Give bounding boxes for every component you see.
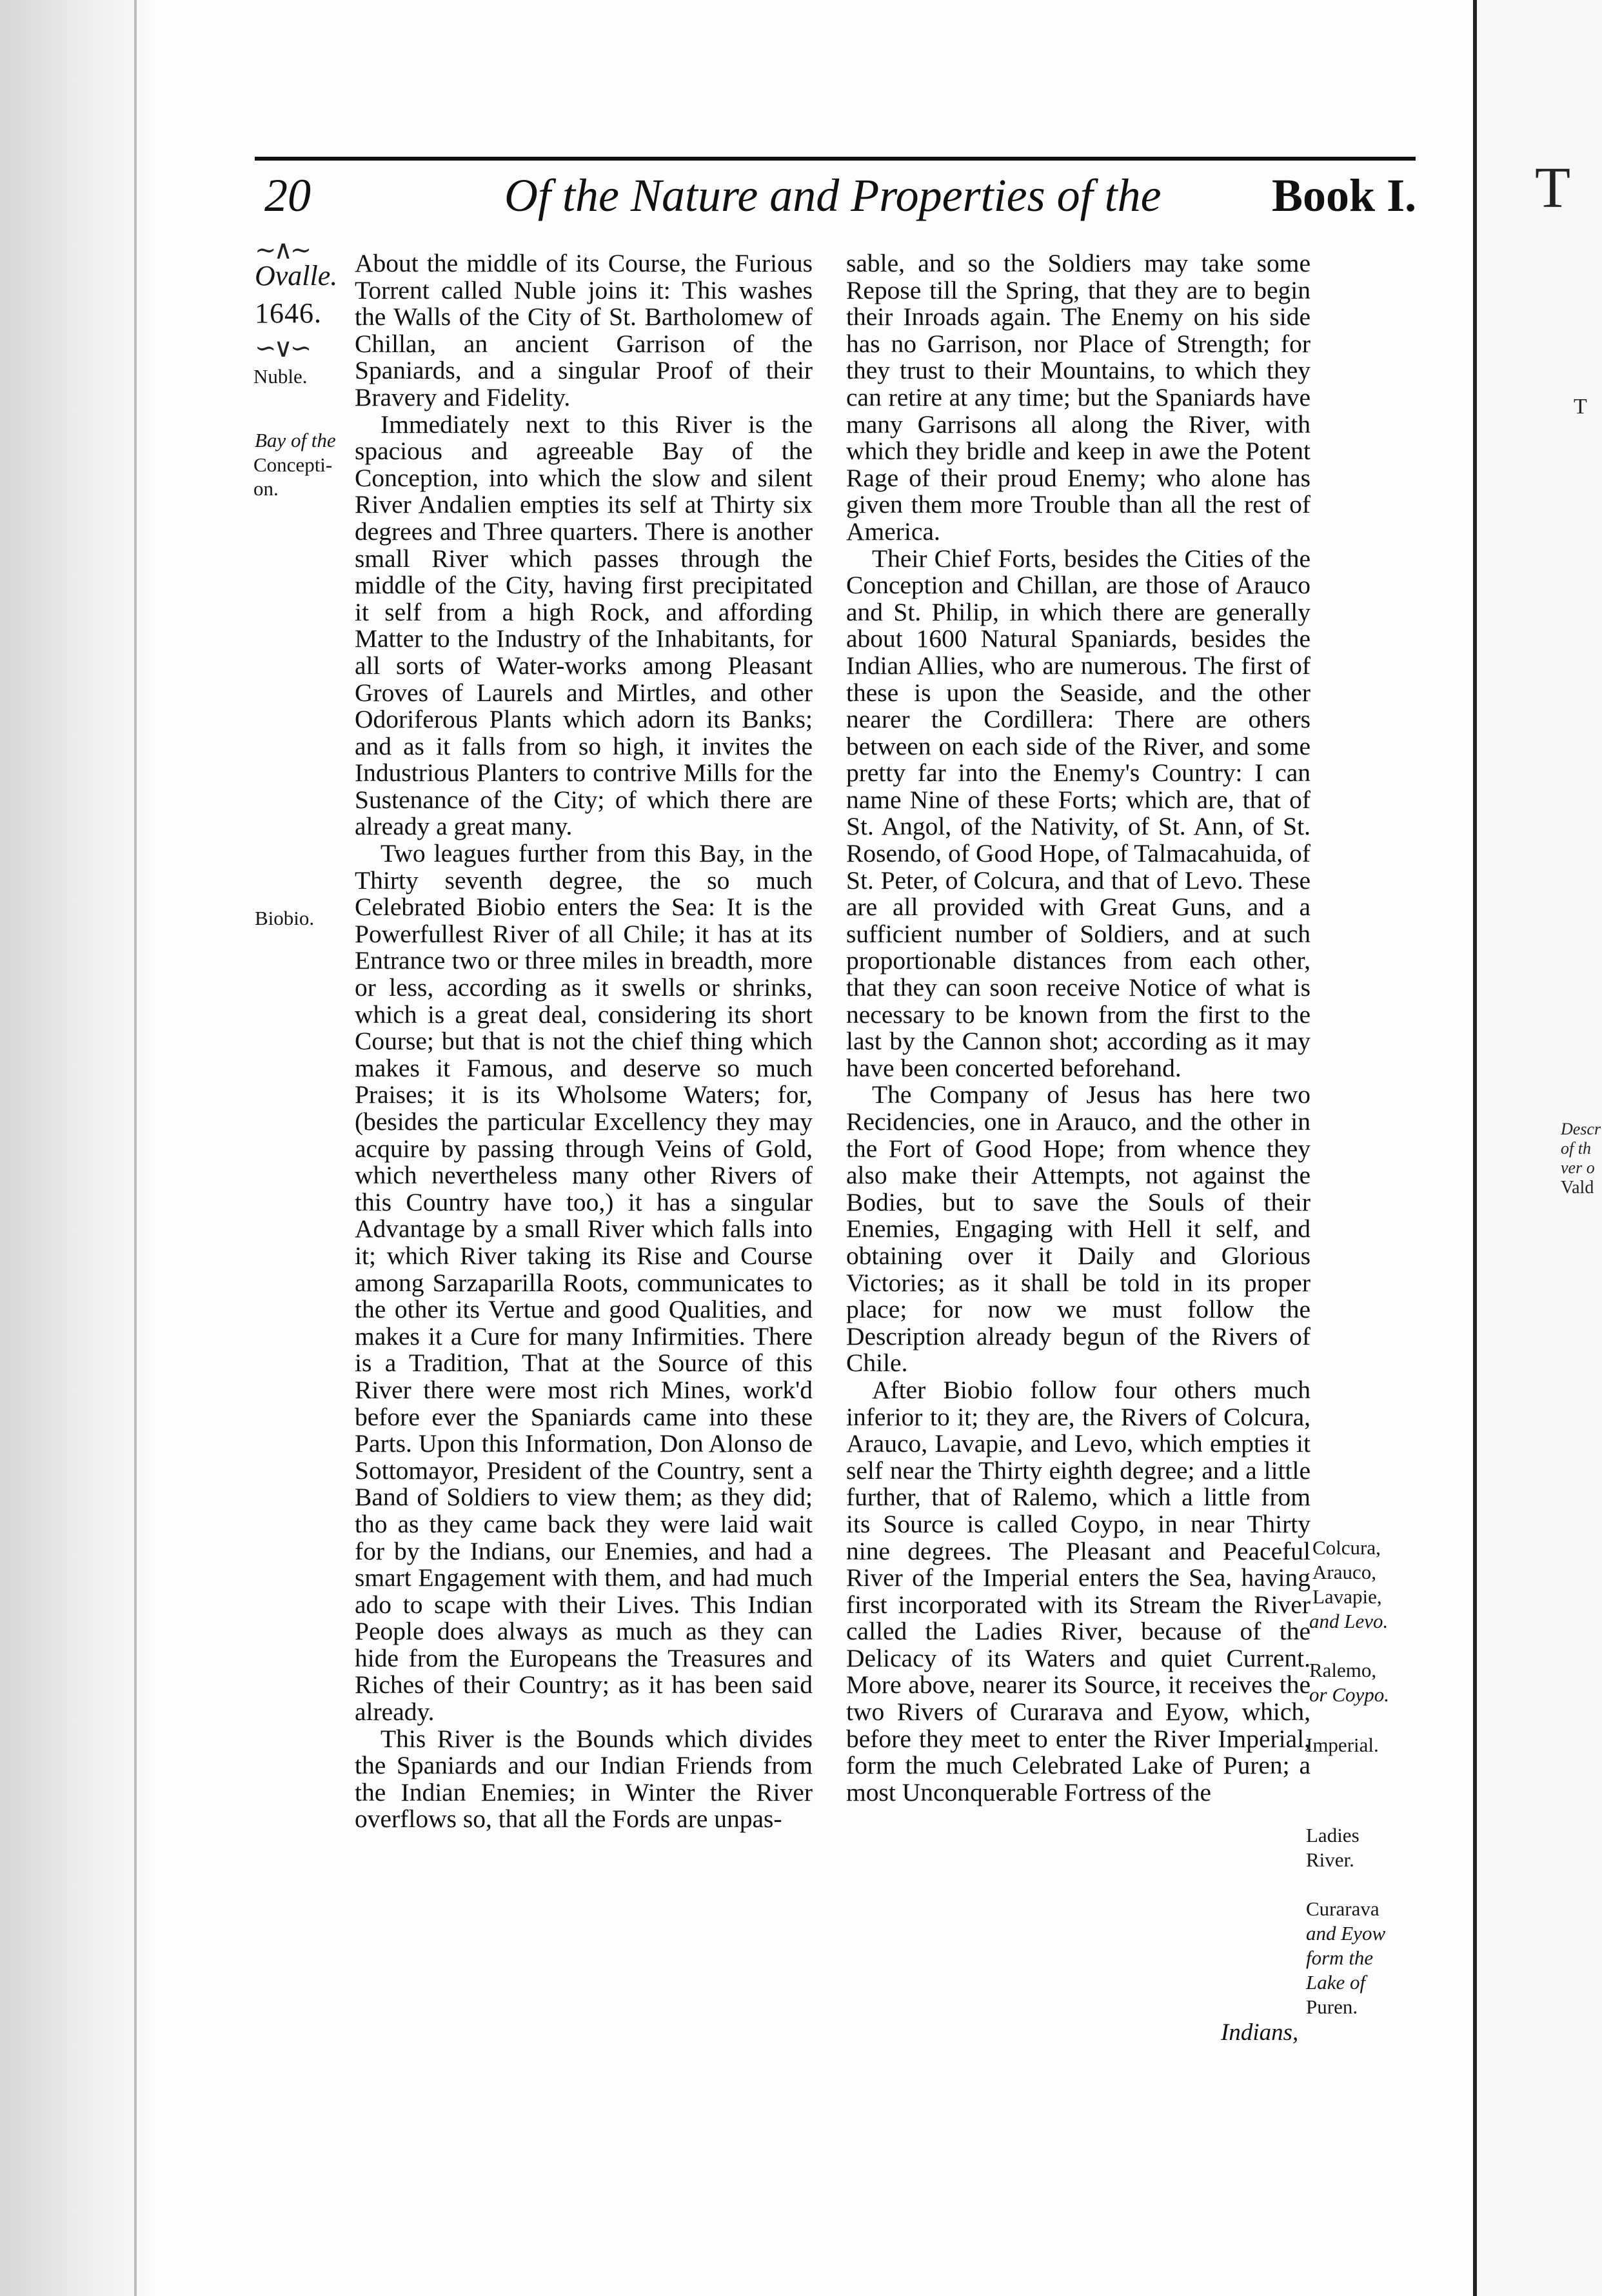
paragraph: sable, and so the Soldiers may take some Repose till the Spring, that they are to begin their Inroads again. The Enemy on his side has no Garrison, nor Place of Strength; for they trust to their Mountains, to which they can retire at any time; but the Spaniards have many Garrisons all along the River, with which they bridle and keep in awe the Potent Rage of their proud Enemy; who alone has given them more Trouble than all the rest of America. <box>846 249 1310 546</box>
catchword: Indians, <box>1221 2019 1299 2046</box>
text-column-right <box>846 250 1310 1806</box>
margin-year: 1646. <box>255 297 322 329</box>
paragraph: Two leagues further from this Bay, in the Thirty seventh degree, the so much Celebrated Biobio enters the Sea: It is the Powerfullest River of all Chile; it has at its Entrance two or three miles in breadth, more or less, according as it swells or shrinks, which is a great deal, considering its short Course; but that is not the chief thing which makes it Famous, and deserve so much Praises; it is its Wholsome Waters; for, (besides the particular Excellency they may acquire by passing through Veins of Gold, which nevertheless many other Rivers of this Country have too,) it has a singular Advantage by a small River which falls into it; which River taking its Rise and Course among Sarzaparilla Roots, communicates to the other its Vertue and good Qualities, and makes it a Cure for many Infirmities. There is a Tradition, That at the Source of this River there were most rich Mines, work'd before ever the Spaniards came into these Parts. Upon this Information, Don Alonso de Sottomayor, President of the Country, sent a Band of Soldiers to view them; as they did; tho as they came back they were laid wait for by the Indians, our Enemies, and had a smart Engagement with them, and had much ado to scape with their Lives. This Indian People does always as much as they can hide from the Europeans the Treasures and Riches of their Country; as it has been said already. <box>355 839 813 1727</box>
facing-fragment: of th <box>1561 1139 1591 1158</box>
page-number: 20 <box>264 170 311 221</box>
paragraph: After Biobio follow four others much inferior to it; they are, the Rivers of Colcura, Arauco, Lavapie, and Levo, which empties it self near the Thirty eighth degree; and a little further, that of Ralemo, which a little from its Source is called Coypo, in near Thirty nine degrees. The Pleasant and Peaceful River of the Imperial enters the Sea, having first incorporated with its Stream the River called the Ladies River, because of the Delicacy of its Waters and quiet Current. More above, nearer its Source, it receives the two Rivers of Curarava and Eyow, which, before they meet to enter the River Imperial, form the much Celebrated Lake of Puren; a most Unconquerable Fortress of the <box>846 1375 1310 1806</box>
facing-fragment: T <box>1535 156 1570 220</box>
margin-bay-3: on. <box>253 477 279 500</box>
margin-ralemo: Ralemo, <box>1309 1659 1377 1681</box>
facing-fragment: T <box>1574 395 1587 419</box>
paragraph: The Company of Jesus has here two Recidencies, one in Arauco, and the other in the Fort of Good Hope; from whence they also make their Attempts, not against the Bodies, but to save the Souls of their Enemies, Engaging with Hell it self, and obtaining over it Daily and Glorious Victories; as it shall be told in its proper place; for now we must follow the Description already begun of the Rivers of Chile. <box>846 1080 1310 1378</box>
margin-form-the: form the <box>1306 1946 1374 1969</box>
margin-river: River. <box>1306 1848 1354 1871</box>
ornament-top: ∼∧∼ <box>255 235 310 264</box>
margin-colcura: Colcura, <box>1312 1536 1381 1559</box>
binding-gutter <box>0 0 161 2296</box>
margin-biobio: Biobio. <box>255 907 315 929</box>
margin-arauco: Arauco, <box>1312 1561 1376 1583</box>
facing-page-edge <box>1473 0 1602 2296</box>
facing-fragment: Vald <box>1561 1178 1594 1198</box>
running-title: Of the Nature and Properties of the <box>504 170 1162 221</box>
paragraph: Immediately next to this River is the spacious and agreeable Bay of the Conception, into which the slow and silent River Andalien empties its self at Thirty six degrees and Three quarters. There is another small River which passes through the middle of the City, having first precipitated it self from a high Rock, and affording Matter to the Industry of the Inhabitants, for all sorts of Water-works among Pleasant Groves of Laurels and Mirtles, and other Odoriferous Plants which adorn its Banks; and as it falls from so high, it invites the Industrious Planters to contrive Mills for the Sustenance of the City; of which there are already a great many. <box>355 410 813 841</box>
paragraph: Their Chief Forts, besides the Cities of the Conception and Chillan, are those of Arauco and St. Philip, in which there are generally about 1600 Natural Spaniards, besides the Indian Allies, who are numerous. The first of these is upon the Seaside, and the other nearer the Cordillera: There are others between on each side of the River, and some pretty far into the Enemy's Country: I can name Nine of these Forts; which are, that of St. Angol, of the Nativity, of St. Ann, of St. Rosendo, of Good Hope, of Talmacahuida, of St. Peter, of Colcura, and that of Levo. These are all provided with Great Guns, and a sufficient number of Soldiers, and at such proportionable distances from each other, that they can soon receive Notice of what is necessary to be known from the first to the last by the Cannon shot; according as it may have been concerted beforehand. <box>846 544 1310 1082</box>
facing-fragment: Descr <box>1561 1120 1601 1138</box>
margin-nuble: Nuble. <box>253 365 308 388</box>
text-column-left <box>355 250 813 1833</box>
ornament-bottom: ∽∨∽ <box>255 333 310 362</box>
margin-lake-of: Lake of <box>1306 1971 1366 1994</box>
facing-fragment: ver o <box>1561 1158 1595 1177</box>
margin-bay-2: Concepti- <box>253 453 333 476</box>
margin-imperial: Imperial. <box>1306 1734 1379 1756</box>
margin-or-coypo: or Coypo. <box>1309 1683 1389 1706</box>
margin-bay-1: Bay of the <box>255 429 336 451</box>
margin-lavapie: Lavapie, <box>1312 1585 1382 1608</box>
margin-curarava: Curarava <box>1306 1897 1380 1920</box>
paragraph: This River is the Bounds which divides the Spaniards and our Indian Friends from the Indian Enemies; in Winter the River overflows so, that all the Fords are unpas- <box>355 1724 813 1834</box>
margin-ladies: Ladies <box>1306 1824 1360 1846</box>
book-label: Book I. <box>1272 170 1417 221</box>
margin-and-levo: and Levo. <box>1309 1610 1389 1632</box>
margin-puren: Puren. <box>1306 1995 1358 2018</box>
margin-and-eyow: and Eyow <box>1306 1922 1386 1945</box>
header-rule <box>255 157 1416 161</box>
paragraph: About the middle of its Course, the Furious Torrent called Nuble joins it: This washes the Walls of the City of St. Bartholomew of Chillan, an ancient Garrison of the Spaniards, and a singular Proof of their Bravery and Fidelity. <box>355 249 813 411</box>
margin-author: Ovalle. <box>255 260 338 292</box>
